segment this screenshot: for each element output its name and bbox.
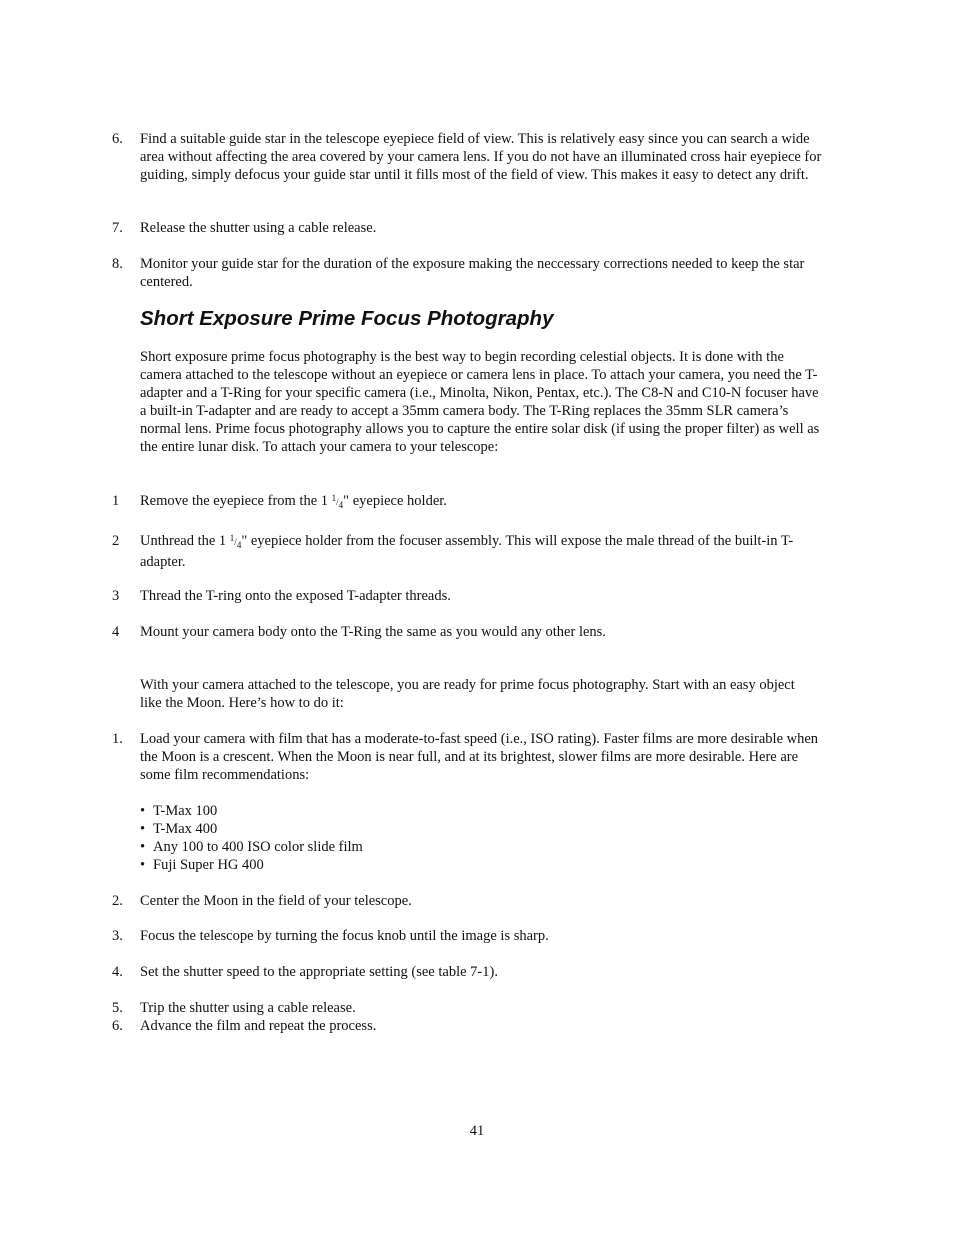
list-item <box>112 623 822 641</box>
bullet-icon: • <box>140 857 146 873</box>
list-item <box>112 999 822 1017</box>
section-heading: Short Exposure Prime Focus Photography <box>140 307 554 330</box>
list-text: Thread the T-ring onto the exposed T-adapter threads. <box>140 588 451 604</box>
bullet-icon: • <box>140 821 146 837</box>
fraction: $^1/_4$ <box>229 533 242 550</box>
list-item <box>112 1017 822 1035</box>
film-item: • T-Max 100 <box>140 803 218 819</box>
list-number: 5. <box>112 1000 123 1016</box>
film-item: • Any 100 to 400 ISO color slide film <box>140 839 363 855</box>
intro-paragraph: Short exposure prime focus photography is the best way to begin recording celestial objects. It is done with the camera attached to the telescope without an eyepiece or camera lens in place. To attach your camera, you need the T-adapter and a T-Ring for your specific camera (i.e., Minolta, Nikon, Pentax, etc.). The C8-N and C10-N focuser have a built-in T-adapter and are ready to accept a 35mm camera body. The T-Ring replaces the 35mm SLR camera’s normal lens. Prime focus photography allows you to capture the entire solar disk (if using the proper filter) as well as the entire lunar disk. To attach your camera to your telescope: <box>140 349 820 455</box>
bullet-icon: • <box>140 803 146 819</box>
list-number: 6. <box>112 131 123 147</box>
list-item <box>112 927 822 945</box>
list-number: 8. <box>112 256 123 272</box>
bullet-icon: • <box>140 839 146 855</box>
list-text: Set the shutter speed to the appropriate setting (see table 7-1). <box>140 964 498 980</box>
list-item <box>112 130 822 184</box>
moon-intro-paragraph: With your camera attached to the telescope, you are ready for prime focus photography. Start with an easy object like the Moon. Here’s how to do it: <box>140 677 795 711</box>
list-text: Remove the eyepiece from the 1 $^1/_4$" eyepiece holder. <box>140 493 447 510</box>
list-text: Release the shutter using a cable release. <box>140 220 377 236</box>
list-item <box>112 892 822 910</box>
list-number: 4 <box>112 624 120 640</box>
list-text: Center the Moon in the field of your telescope. <box>140 893 412 909</box>
list-number: 2. <box>112 893 123 909</box>
list-text: Mount your camera body onto the T-Ring the same as you would any other lens. <box>140 624 606 640</box>
list-number: 4. <box>112 964 123 980</box>
list-number: 6. <box>112 1018 123 1034</box>
list-number: 1. <box>112 731 123 747</box>
list-item <box>112 255 822 291</box>
list-item <box>112 963 822 981</box>
list-item <box>112 219 822 237</box>
list-text: Load your camera with film that has a moderate-to-fast speed (i.e., ISO rating). Faster films are more desirable when the Moon is a crescent. When the Moon is near full, and at its brightest, slower films are more desirable. Here are some film recommendations: <box>140 731 819 783</box>
list-item <box>112 531 822 572</box>
list-number: 2 <box>112 533 120 549</box>
list-text: Find a suitable guide star in the telescope eyepiece field of view. This is relatively easy since you can search a wide area without affecting the area covered by your camera lens. If you do not have an illuminated cross hair eyepiece for guiding, simply defocus your guide star until it fills most of the field of view. This makes it easy to detect any drift. <box>140 131 822 183</box>
list-number: 3 <box>112 588 120 604</box>
list-text: Focus the telescope by turning the focus knob until the image is sharp. <box>140 928 549 944</box>
list-number: 7. <box>112 220 123 236</box>
film-list <box>140 802 363 874</box>
fraction: $^1/_4$ <box>331 493 344 510</box>
list-text: Monitor your guide star for the duration of the exposure making the neccessary corrections needed to keep the star centered. <box>140 256 805 290</box>
list-item <box>112 587 822 605</box>
list-item <box>112 492 822 511</box>
list-text: Unthread the 1 $^1/_4$" eyepiece holder from the focuser assembly. This will expose the male thread of the built-in T-adapter. <box>140 533 794 570</box>
list-item <box>112 730 822 784</box>
list-text: Trip the shutter using a cable release. <box>140 1000 356 1016</box>
page-number: 41 <box>469 1123 485 1139</box>
list-text: Advance the film and repeat the process. <box>140 1018 377 1034</box>
film-item: • Fuji Super HG 400 <box>140 857 264 873</box>
list-number: 3. <box>112 928 123 944</box>
film-item: • T-Max 400 <box>140 821 218 837</box>
list-number: 1 <box>112 493 120 509</box>
